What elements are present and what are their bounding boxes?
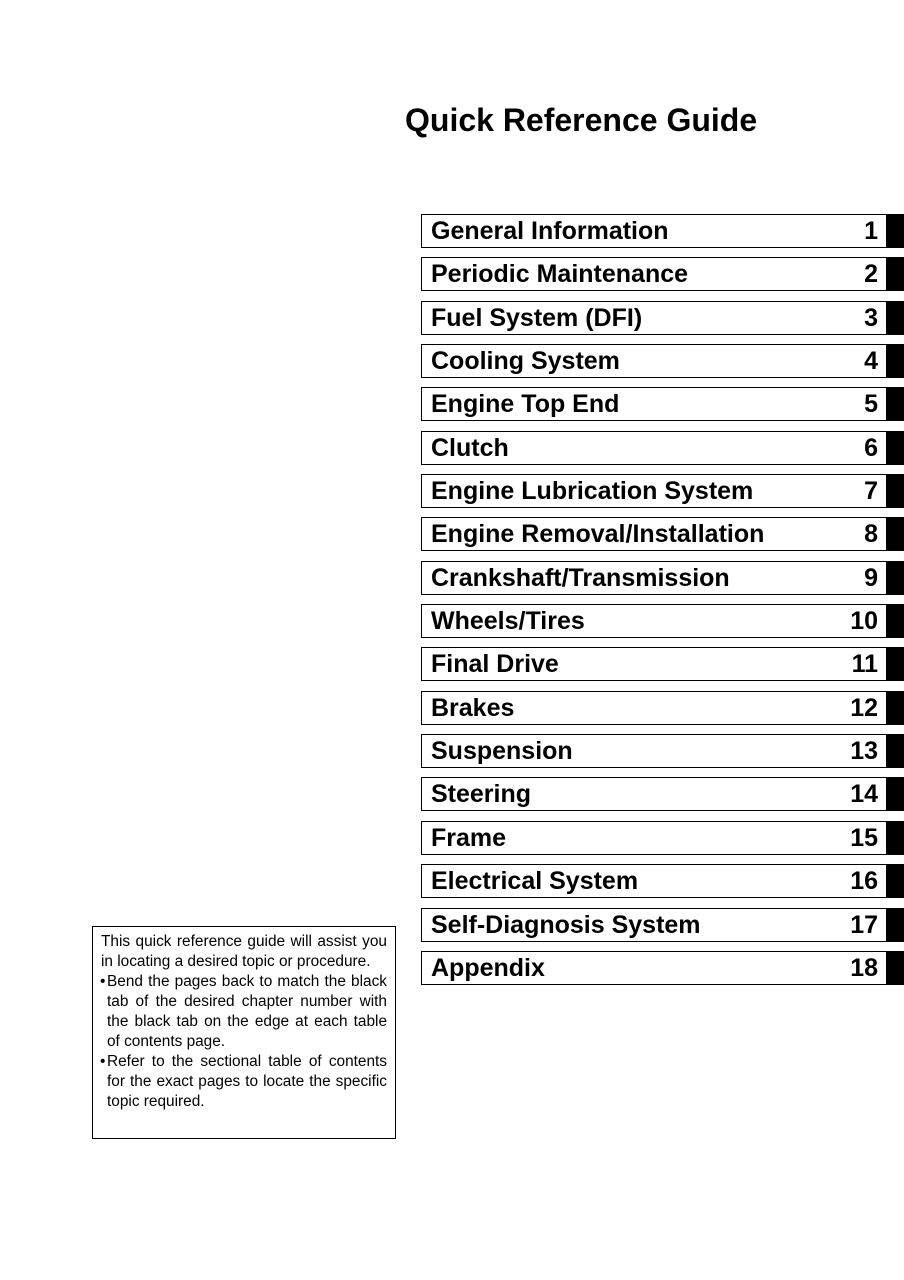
toc-label: Electrical System [431,867,639,896]
toc-item-frame[interactable] [421,821,887,855]
toc-number: 10 [850,607,878,636]
note-bullet [101,1052,387,1112]
toc-label: Steering [431,780,532,809]
toc-item-suspension[interactable] [421,734,887,768]
toc-row [421,344,904,378]
toc-item-engine-lubrication-system[interactable] [421,474,887,508]
toc-number: 18 [850,953,878,982]
toc-label: General Information [431,217,669,245]
toc-number: 16 [850,867,878,896]
toc-item-wheels-tires[interactable] [421,604,887,638]
toc-label: Final Drive [431,650,559,679]
black-tab [887,474,904,508]
black-tab [887,431,904,465]
toc-label: Fuel System (DFI) [431,303,643,332]
black-tab [887,387,904,421]
table-of-contents [421,214,904,994]
toc-label: Wheels/Tires [431,607,585,636]
toc-row [421,821,904,855]
note-bullet-text: Bend the pages back to match the black tab of the desired chapter number with the black tab on the edge at each table of contents page. [107,973,387,1050]
toc-item-engine-top-end[interactable] [421,387,887,421]
toc-number: 12 [850,693,878,722]
toc-label: Appendix [431,953,545,982]
toc-label: Crankshaft/Transmission [431,563,730,592]
toc-number: 14 [850,780,878,809]
toc-number: 1 [864,217,878,245]
toc-item-brakes[interactable] [421,691,887,725]
toc-label: Engine Top End [431,390,620,419]
toc-label: Suspension [431,737,573,766]
toc-number: 7 [864,477,878,506]
toc-row [421,647,904,681]
toc-number: 11 [851,650,878,679]
toc-row [421,474,904,508]
toc-row [421,517,904,551]
toc-row [421,604,904,638]
toc-label: Clutch [431,433,509,462]
bullet-mark: • [100,973,106,990]
black-tab [887,777,904,811]
black-tab [887,734,904,768]
black-tab [887,561,904,595]
black-tab [887,821,904,855]
black-tab [887,517,904,551]
black-tab [887,604,904,638]
toc-row [421,257,904,291]
toc-row [421,734,904,768]
toc-number: 2 [864,260,878,289]
black-tab [887,257,904,291]
toc-item-cooling-system[interactable] [421,344,887,378]
toc-item-fuel-system[interactable] [421,301,887,335]
toc-label: Brakes [431,693,515,722]
guide-note-box [92,926,396,1139]
toc-label: Periodic Maintenance [431,260,689,289]
toc-item-steering[interactable] [421,777,887,811]
toc-label: Self-Diagnosis System [431,910,701,939]
toc-row [421,691,904,725]
page-title: Quick Reference Guide [405,102,758,138]
black-tab [887,344,904,378]
toc-row [421,301,904,335]
toc-item-electrical-system[interactable] [421,864,887,898]
black-tab [887,214,904,248]
toc-row [421,431,904,465]
toc-item-crankshaft-transmission[interactable] [421,561,887,595]
black-tab [887,691,904,725]
toc-item-final-drive[interactable] [421,647,887,681]
toc-number: 13 [850,737,878,766]
black-tab [887,908,904,942]
toc-item-general-information[interactable] [421,214,887,248]
toc-row [421,908,904,942]
toc-number: 5 [864,390,878,419]
toc-number: 8 [864,520,878,549]
toc-row [421,864,904,898]
note-bullet-text: Refer to the sectional table of contents for the exact pages to locate the specific topic required. [107,1053,387,1110]
toc-number: 4 [864,347,878,376]
black-tab [887,647,904,681]
note-intro: This quick reference guide will assist you in locating a desired topic or procedure. [101,933,387,970]
toc-row [421,214,904,248]
toc-number: 15 [850,823,878,852]
toc-number: 3 [864,303,878,332]
toc-label: Engine Removal/Installation [431,520,765,549]
toc-label: Engine Lubrication System [431,477,754,506]
toc-item-appendix[interactable] [421,951,887,985]
black-tab [887,301,904,335]
toc-label: Frame [431,823,507,852]
toc-number: 9 [864,563,878,592]
black-tab [887,951,904,985]
toc-label: Cooling System [431,347,620,376]
bullet-mark: • [100,1053,106,1070]
toc-item-clutch[interactable] [421,431,887,465]
toc-row [421,777,904,811]
toc-item-self-diagnosis-system[interactable] [421,908,887,942]
toc-item-engine-removal-installation[interactable] [421,517,887,551]
toc-row [421,561,904,595]
toc-item-periodic-maintenance[interactable] [421,257,887,291]
toc-row [421,387,904,421]
toc-number: 17 [850,910,878,939]
toc-number: 6 [864,433,878,462]
black-tab [887,864,904,898]
toc-row [421,951,904,985]
note-bullet [101,972,387,1052]
